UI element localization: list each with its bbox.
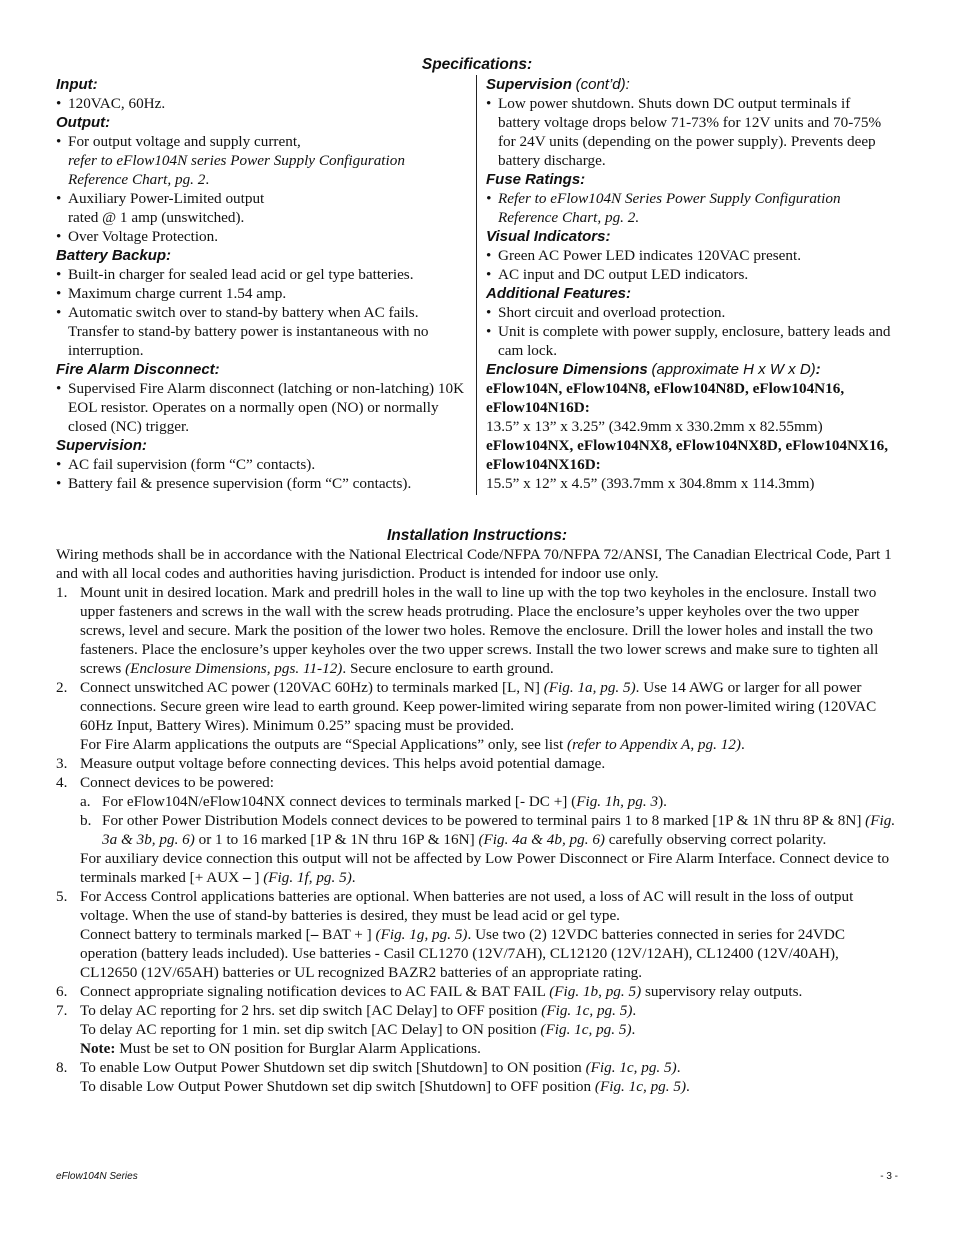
battery-item-2: • Maximum charge current 1.54 amp. [56, 284, 466, 303]
step-6: 6. Connect appropriate signaling notification devices to AC FAIL & BAT FAIL (Fig. 1b, pg. 5) supervisory relay outputs. [56, 983, 803, 1000]
step-5: 5. For Access Control applications batteries are optional. When batteries are not used, a loss of AC will result in the loss of output voltage. When the use of stand-by batteries is desired, they must be lead acid or gel type. Connect battery to terminals marked [– BAT + ] (Fig. 1g, pg. 5). Use two (2) 12VDC batteries connected in series for 24VDC operation (battery leads included). Use batteries - Casil CL1270 (12V/7AH), CL12120 (12V/12AH), CL12400 (12V/40AH), CL12650 (12V/65AH) batteries or UL recognized BAZR2 batteries of an appropriate rating. [56, 888, 854, 981]
footer-page-number: - 3 - [880, 1171, 898, 1182]
supervision-heading: Supervision: [56, 437, 147, 454]
specs-right-column [486, 75, 896, 493]
step-4b: b. For other Power Distribution Models connect devices to be powered to terminal pairs 1 to 8 marked [1P & 1N thru 8P & 8N] (Fig. 3a & 3b, pg. 6) or 1 to 16 marked [1P & 1N thru 16P & 16N] (Fig. 4a & 4b, pg. 6) carefully observing correct polarity. [80, 812, 896, 848]
supervision-cont-item: • Low power shutdown. Shuts down DC output terminals if battery voltage drops below 71-73% for 12V units and 70-75% for 24V units (depending on the power supply). Prevents deep battery discharge. [486, 94, 896, 170]
output-heading: Output: [56, 114, 111, 131]
enclosure-dims-2: 15.5” x 12” x 4.5” (393.7mm x 304.8mm x 114.3mm) [486, 475, 815, 492]
battery-item-1: • Built-in charger for sealed lead acid or gel type batteries. [56, 265, 466, 284]
step-7: 7. To delay AC reporting for 2 hrs. set dip switch [AC Delay] to OFF position (Fig. 1c, pg. 5). To delay AC reporting for 1 min. set dip switch [AC Delay] to ON position (Fig. 1c, pg. 5). Note: Must be set to ON position for Burglar Alarm Applications. [56, 1002, 637, 1057]
step-1: 1. Mount unit in desired location. Mark and predrill holes in the wall to line up with the top two keyholes in the enclosure. Install two upper fasteners and screws in the wall with the screw heads protruding. Place the enclosure’s upper keyholes over the two upper screws, level and secure. Mark the position of the lower two holes. Remove the enclosure. Drill the lower holes and install the two fasteners. Place the enclosure’s upper keyholes over the two upper screws. Install the two lower screws and make sure to tighten all screws (Enclosure Dimensions, pgs. 11-12). Secure enclosure to earth ground. [56, 584, 879, 677]
enclosure-models-2: eFlow104NX, eFlow104NX8, eFlow104NX8D, eFlow104NX16, eFlow104NX16D: [486, 437, 888, 473]
supervision-item-2: • Battery fail & presence supervision (form “C” contacts). [56, 474, 466, 493]
step-3: 3. Measure output voltage before connecting devices. This helps avoid potential damage. [56, 755, 606, 772]
step-8: 8. To enable Low Output Power Shutdown set dip switch [Shutdown] to ON position (Fig. 1c, pg. 5). To disable Low Output Power Shutdown set dip switch [Shutdown] to OFF position (Fig. 1c, pg. 5). [56, 1059, 690, 1095]
fuse-item: • Refer to eFlow104N Series Power Supply Configuration Reference Chart, pg. 2. [486, 189, 896, 227]
fire-alarm-item: • Supervised Fire Alarm disconnect (latching or non-latching) 10K EOL resistor. Operates on a normally open (NO) or normally closed (NC) trigger. [56, 379, 466, 436]
installation-title: Installation Instructions: [387, 527, 567, 544]
battery-heading: Battery Backup: [56, 247, 172, 264]
step-4-aux: For auxiliary device connection this output will not be affected by Low Power Disconnect or Fire Alarm Interface. Connect device to terminals marked [+ AUX – ] (Fig. 1f, pg. 5). [80, 850, 890, 886]
specs-left-column [56, 75, 466, 493]
battery-item-3: • Automatic switch over to stand-by battery when AC fails. Transfer to stand-by battery power is instantaneous with no interruption. [56, 303, 466, 360]
supervision-item-1: • AC fail supervision (form “C” contacts). [56, 455, 466, 474]
installation-intro: Wiring methods shall be in accordance with the National Electrical Code/NFPA 70/NFPA 72/ANSI, The Canadian Electrical Code, Part 1 and with all local codes and authorities having jurisdiction. Product is intended for indoor use only. [56, 546, 892, 582]
output-item-1: • For output voltage and supply current, refer to eFlow104N series Power Supply Configuration Reference Chart, pg. 2. [56, 132, 466, 189]
step-4: 4. Connect devices to be powered: [56, 774, 274, 791]
output-item-3: • Over Voltage Protection. [56, 227, 466, 246]
visual-item-1: • Green AC Power LED indicates 120VAC present. [486, 246, 896, 265]
enclosure-heading: Enclosure Dimensions (approximate H x W x D): [486, 361, 821, 378]
output-item-2: • Auxiliary Power-Limited output rated @ 1 amp (unswitched). [56, 189, 466, 227]
fuse-heading: Fuse Ratings: [486, 171, 586, 188]
additional-heading: Additional Features: [486, 285, 632, 302]
column-divider [476, 75, 477, 495]
visual-heading: Visual Indicators: [486, 228, 611, 245]
footer-series: eFlow104N Series [56, 1171, 138, 1182]
input-heading: Input: [56, 76, 98, 93]
additional-item-1: • Short circuit and overload protection. [486, 303, 896, 322]
installation-body [56, 545, 898, 1096]
specifications-title: Specifications: [421, 56, 533, 73]
additional-item-2: • Unit is complete with power supply, enclosure, battery leads and cam lock. [486, 322, 896, 360]
enclosure-dims-1: 13.5” x 13” x 3.25” (342.9mm x 330.2mm x 82.55mm) [486, 418, 823, 435]
fire-alarm-heading: Fire Alarm Disconnect: [56, 361, 220, 378]
input-item: • 120VAC, 60Hz. [56, 94, 466, 113]
supervision-cont-heading: Supervision (cont’d): [486, 76, 630, 93]
step-4a: a. For eFlow104N/eFlow104NX connect devices to terminals marked [- DC +] (Fig. 1h, pg. 3). [80, 793, 667, 810]
step-2: 2. Connect unswitched AC power (120VAC 60Hz) to terminals marked [L, N] (Fig. 1a, pg. 5). Use 14 AWG or larger for all power connections. Secure green wire lead to earth ground. Keep power-limited wiring separate from non power-limited wiring (120VAC 60Hz Input, Battery Wires). Minimum 0.25” spacing must be provided. For Fire Alarm applications the outputs are “Special Applications” only, see list (refer to Appendix A, pg. 12). [56, 679, 877, 753]
enclosure-models-1: eFlow104N, eFlow104N8, eFlow104N8D, eFlow104N16, eFlow104N16D: [486, 380, 845, 416]
visual-item-2: • AC input and DC output LED indicators. [486, 265, 896, 284]
